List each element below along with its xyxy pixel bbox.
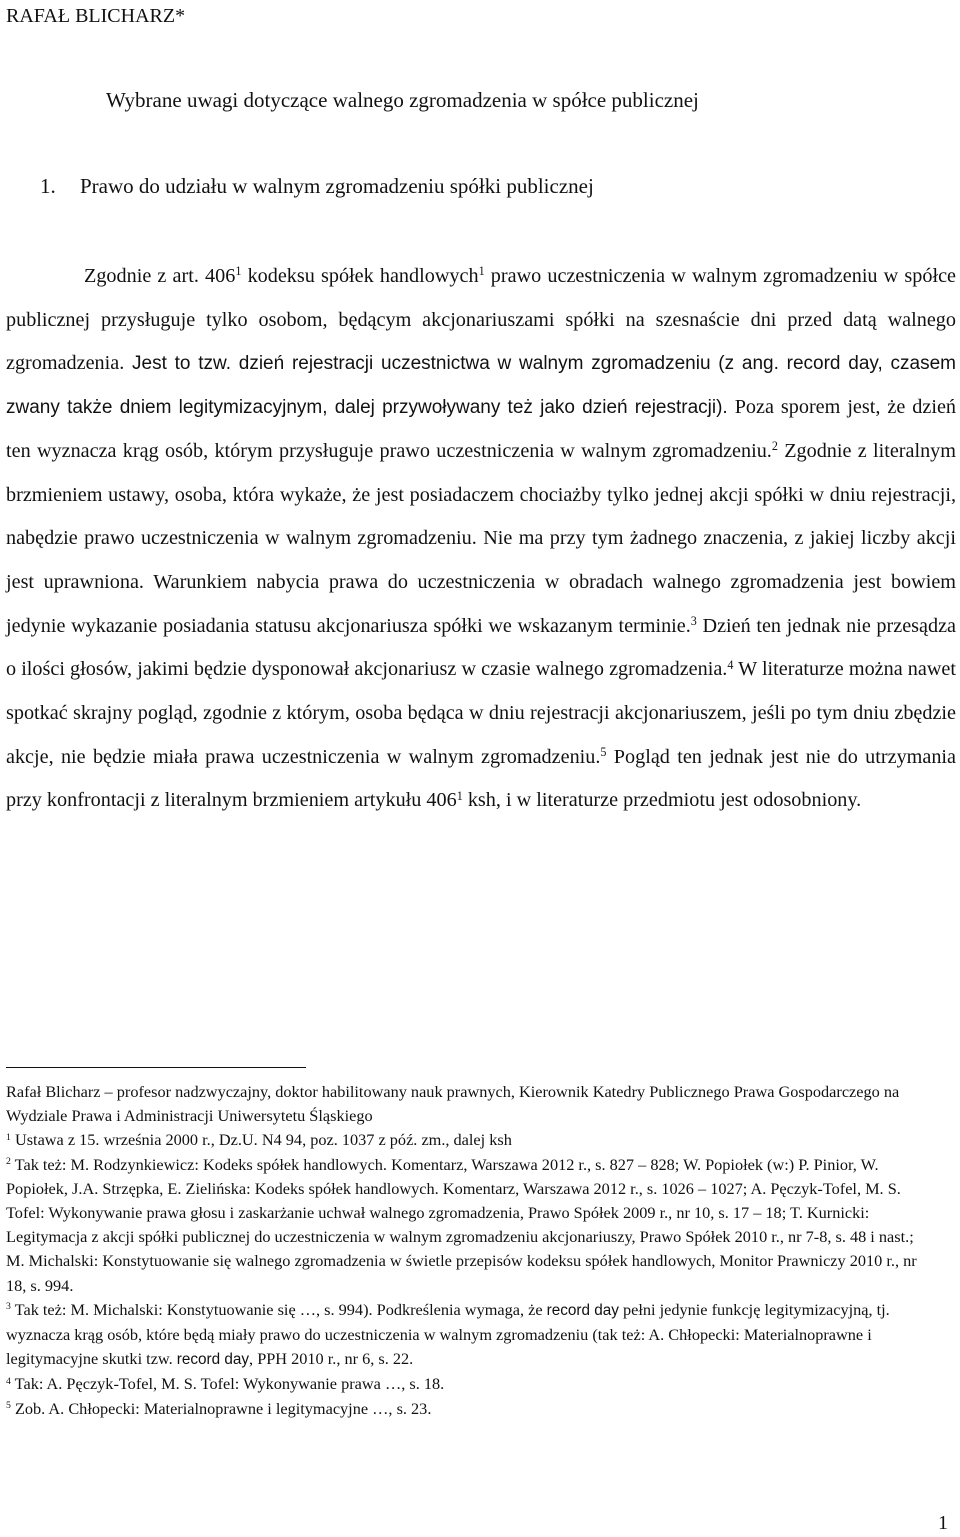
footnotes-section xyxy=(6,1080,934,1421)
footnote-number: 3 xyxy=(6,1301,11,1313)
sentence-2: Jest to tzw. dzień rejestracji uczestnictwa w walnym zgromadzeniu (z ang. record day, czasem zwany także dniem legitymizacyjnym, dalej przywoływany też jako dzień rejestracji). xyxy=(6,353,956,419)
article-superscript: 1 xyxy=(235,264,242,279)
footnote-1 xyxy=(6,1128,934,1152)
footnote-ref-1[interactable]: 1 xyxy=(478,264,485,279)
record-day-term: record day xyxy=(546,1301,619,1319)
section-number: 1. xyxy=(40,174,56,198)
footnote-text: Zob. A. Chłopecki: Materialnoprawne i legitymacyjne …, s. 23. xyxy=(10,1398,432,1418)
footnote-separator xyxy=(6,1067,306,1068)
footnote-ref-5[interactable]: 5 xyxy=(600,745,607,760)
footnote-4 xyxy=(6,1372,934,1396)
footnote-text: Ustawa z 15. września 2000 r., Dz.U. N4 94, poz. 1037 z póź. zm., dalej ksh xyxy=(10,1130,512,1150)
footnote-ref-2[interactable]: 2 xyxy=(771,439,778,454)
sentence-4: Zgodnie z literalnym brzmieniem ustawy, osoba, która wykaże, że jest posiadaczem chociażby tylko jednej akcji spółki w dniu rejestracji, nabędzie prawo uczestniczenia w walnym zgromadzeniu. Nie ma przy tym żadnego znaczenia, z jakiej liczby akcji jest uprawniona. Warunkiem nabycia prawa do uczestniczenia w obradach walnego zgromadzenia jest bowiem jedynie wykazanie posiadania statusu akcjonariusza spółki we wskazanym terminie. xyxy=(6,439,956,637)
page-number: 1 xyxy=(938,1512,948,1534)
sentence-1c: prawo uczestniczenia w walnym zgromadzeniu w spółce publicznej przysługuje tylko osobom, będącym akcjonariuszami spółki na szesnaście dni przed datą walnego zgromadzenia. xyxy=(6,265,956,375)
sentence-5: Dzień ten jednak nie przesądza o ilości głosów, jakimi będzie dysponował akcjonariusz w czasie walnego zgromadzenia. xyxy=(6,614,956,681)
footnote-number: 4 xyxy=(6,1376,11,1388)
footnote-5 xyxy=(6,1397,934,1421)
sentence-3: Poza sporem jest, że dzień ten wyznacza krąg osób, którym przysługuje prawo uczestniczenia w walnym zgromadzeniu. xyxy=(6,396,957,462)
section-heading xyxy=(40,172,594,200)
footnote-3 xyxy=(6,1298,934,1373)
section-title: Prawo do udziału w walnym zgromadzeniu spółki publicznej xyxy=(80,174,594,198)
footnote-text: Tak też: M. Michalski: Konstytuowanie się …, s. 994). Podkreślenia wymaga, że xyxy=(10,1299,547,1319)
author-footnote: Rafał Blicharz – profesor nadzwyczajny, doktor habilitowany nauk prawnych, Kierownik Katedry Publicznego Prawa Gospodarczego na Wydziale Prawa i Administracji Uniwersytetu Śląskiego xyxy=(6,1082,900,1126)
sentence-1b: kodeksu spółek handlowych xyxy=(241,265,479,287)
footnote-ref-4[interactable]: 4 xyxy=(727,657,734,672)
footnote-number: 2 xyxy=(6,1156,11,1168)
record-day-term: record day xyxy=(176,1351,250,1369)
footnote-text: pełni jedynie funkcję legitymizacyjną, tj. wyznacza krąg osób, które będą miały prawo do uczestniczenia w walnym zgromadzeniu (tak też: A. Chłopecki: Materialnoprawne i legitymacyjne skutki tzw. xyxy=(6,1299,890,1369)
article-superscript: 1 xyxy=(456,788,463,803)
sentence-1a: Zgodnie z art. 406 xyxy=(84,265,236,287)
document-title: Wybrane uwagi dotyczące walnego zgromadzenia w spółce publicznej xyxy=(106,88,699,112)
footnote-2 xyxy=(6,1153,934,1298)
footnote-text: Tak: A. Pęczyk-Tofel, M. S. Tofel: Wykonywanie prawa …, s. 18. xyxy=(10,1374,445,1394)
author-name: RAFAŁ BLICHARZ* xyxy=(6,5,186,27)
body-paragraph xyxy=(6,255,956,823)
sentence-6: W literaturze można nawet spotkać skrajny pogląd, zgodnie z którym, osoba będąca w dniu rejestracji akcjonariuszem, jeśli po tym dniu zbędzie akcje, nie będzie miała prawa uczestniczenia w walnym zgromadzeniu. xyxy=(6,658,956,768)
footnote-text: , PPH 2010 r., nr 6, s. 22. xyxy=(249,1349,414,1369)
sentence-7b: ksh, i w literaturze przedmiotu jest odosobniony. xyxy=(462,789,862,812)
footnote-text: Tak też: M. Rodzynkiewicz: Kodeks spółek handlowych. Komentarz, Warszawa 2012 r., s. 827 – 828; W. Popiołek (w:) P. Pinior, W. Popiołek, J.A. Strzępka, E. Zielińska: Kodeks spółek handlowych. Komentarz, Warszawa 2012 r., s. 1026 – 1027; A. Pęczyk-Tofel, M. S. Tofel: Wykonywanie prawa głosu i zaskarżanie uchwał walnego zgromadzenia, Prawo Spółek 2009 r., nr 10, s. 17 – 18; T. Kurnicki: Legitymacja z akcji spółki publicznej do uczestniczenia w walnym zgromadzeniu akcjonariuszy, Prawo Spółek 2010 r., nr 7-8, s. 48 i nast.; M. Michalski: Konstytuowanie się walnego zgromadzenia w świetle przepisów kodeksu spółek handlowych, Monitor Prawniczy 2010 r., nr 18, s. 994. xyxy=(6,1154,917,1295)
footnote-number: 5 xyxy=(6,1400,11,1412)
footnote-ref-3[interactable]: 3 xyxy=(690,613,697,628)
footnote-number: 1 xyxy=(6,1132,11,1144)
sentence-7a: Pogląd ten jednak jest nie do utrzymania przy konfrontacji z literalnym brzmieniem artykułu 406 xyxy=(6,745,956,812)
